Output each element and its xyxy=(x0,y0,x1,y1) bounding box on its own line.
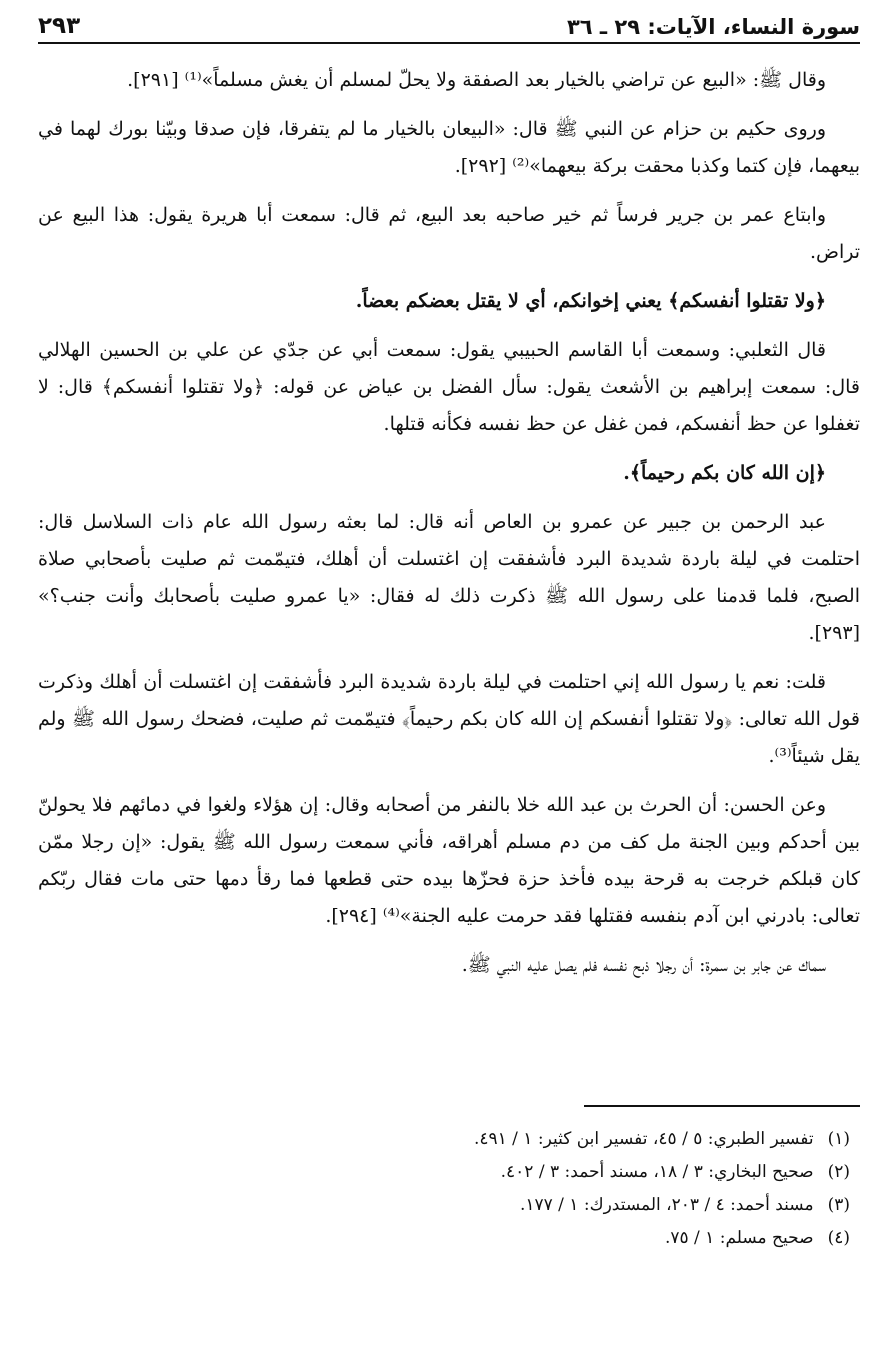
footnote xyxy=(38,1156,860,1189)
quran-verse-paragraph: ﴿ولا تقتلوا أنفسكم﴾ يعني إخوانكم، أي لا يقتل بعضكم بعضاً. xyxy=(355,290,826,312)
footnote-number: (١) xyxy=(827,1129,850,1149)
paragraph: وابتاع عمر بن جرير فرساً ثم خير صاحبه بعد البيع، ثم قال: سمعت أبا هريرة يقول: هذا البيع عن تراض. xyxy=(38,204,860,263)
footnote xyxy=(38,1123,860,1156)
footnote-text: مسند أحمد: ٤ / ٢٠٣، المستدرك: ١ / ١٧٧. xyxy=(519,1195,814,1215)
page-number: ٢٩٣ xyxy=(38,13,81,39)
paragraph: قال الثعلبي: وسمعت أبا القاسم الحبيبي يقول: سمعت أبي عن جدّي عن علي بن الحسين الهلالي قال: سمعت إبراهيم بن الأشعث يقول: سأل الفضل بن عياض عن قوله: ﴿ولا تقتلوا أنفسكم﴾ قال: لا تغفلوا عن حظ أنفسكم، فمن غفل عن حظ نفسه فكأنه قتلها. xyxy=(38,339,860,435)
footnote-number: (٤) xyxy=(827,1228,850,1248)
page-header xyxy=(38,10,860,44)
quran-verse-paragraph: ﴿إن الله كان بكم رحيماً﴾. xyxy=(623,462,826,484)
paragraph: عبد الرحمن بن جبير عن عمرو بن العاص أنه قال: لما بعثه رسول الله عام ذات السلاسل قال: احتلمت في ليلة باردة شديدة البرد فأشفقت إن اغتسلت أن أهلك، فتيمّمت ثم صليت بأصحابي صلاة الصبح، فلما قدمنا على رسول الله ﷺ ذكرت ذلك له فقال: «يا عمرو صليت بأصحابك وأنت جنب؟» [٢٩٣]. xyxy=(38,511,860,644)
footnote-text: تفسير الطبري: ٥ / ٤٥، تفسير ابن كثير: ١ / ٤٩١. xyxy=(473,1129,814,1149)
footnote-text: صحيح مسلم: ١ / ٧٥. xyxy=(664,1228,814,1248)
footnote-number: (٢) xyxy=(827,1162,850,1182)
paragraph: قلت: نعم يا رسول الله إني احتلمت في ليلة باردة شديدة البرد فأشفقت إن اغتسلت أن أهلك وذكرت قول الله تعالى: ﴿ولا تقتلوا أنفسكم إن الله كان بكم رحيماً﴾ فتيمّمت ثم صليت، فضحك رسول الله ﷺ ولم يقل شيئاً⁽³⁾. xyxy=(38,671,860,767)
footnote-divider xyxy=(584,1105,860,1107)
paragraph: وعن الحسن: أن الحرث بن عبد الله خلا بالنفر من أصحابه وقال: إن هؤلاء ولغوا في دمائهم فلا يحولنّ بين أحدكم وبين الجنة مل كف من دم مسلم أهراقه، فأني سمعت رسول الله ﷺ يقول: «إن رجلا ممّن كان قبلكم خرجت به قرحة بيده فأخذ حزة فحزّها بيده حتى قطعها فما رقأ دمها حتى مات فقال ربّكم تعالى: بادرني ابن آدم بنفسه فقتلها فقد حرمت عليه الجنة»⁽⁴⁾ [٢٩٤]. xyxy=(38,794,860,927)
paragraph: وروى حكيم بن حزام عن النبي ﷺ قال: «البيعان بالخيار ما لم يتفرقا، فإن صدقا وبيّنا بورك لهما في بيعهما، فإن كتما وكذبا محقت بركة بيعهما»⁽²⁾ [٢٩٢]. xyxy=(38,118,860,177)
footnote-number: (٣) xyxy=(827,1195,850,1215)
book-page xyxy=(38,10,860,1360)
footnote xyxy=(38,1189,860,1222)
paragraph: وقال ﷺ: «البيع عن تراضي بالخيار بعد الصفقة ولا يحلّ لمسلم أن يغش مسلماً»⁽¹⁾ [٢٩١]. xyxy=(127,69,826,91)
footnote-text: صحيح البخاري: ٣ / ١٨، مسند أحمد: ٣ / ٤٠٢. xyxy=(500,1162,814,1182)
page-body xyxy=(38,62,860,984)
chapter-title: سورة النساء، الآيات: ٢٩ ـ ٣٦ xyxy=(566,15,860,39)
paragraph: سماك عن جابر بن سمرة: أن رجلا ذبح نفسه فلم يصل عليه النبي ﷺ. xyxy=(461,954,826,976)
footnotes xyxy=(38,1105,860,1255)
footnote xyxy=(38,1222,860,1255)
